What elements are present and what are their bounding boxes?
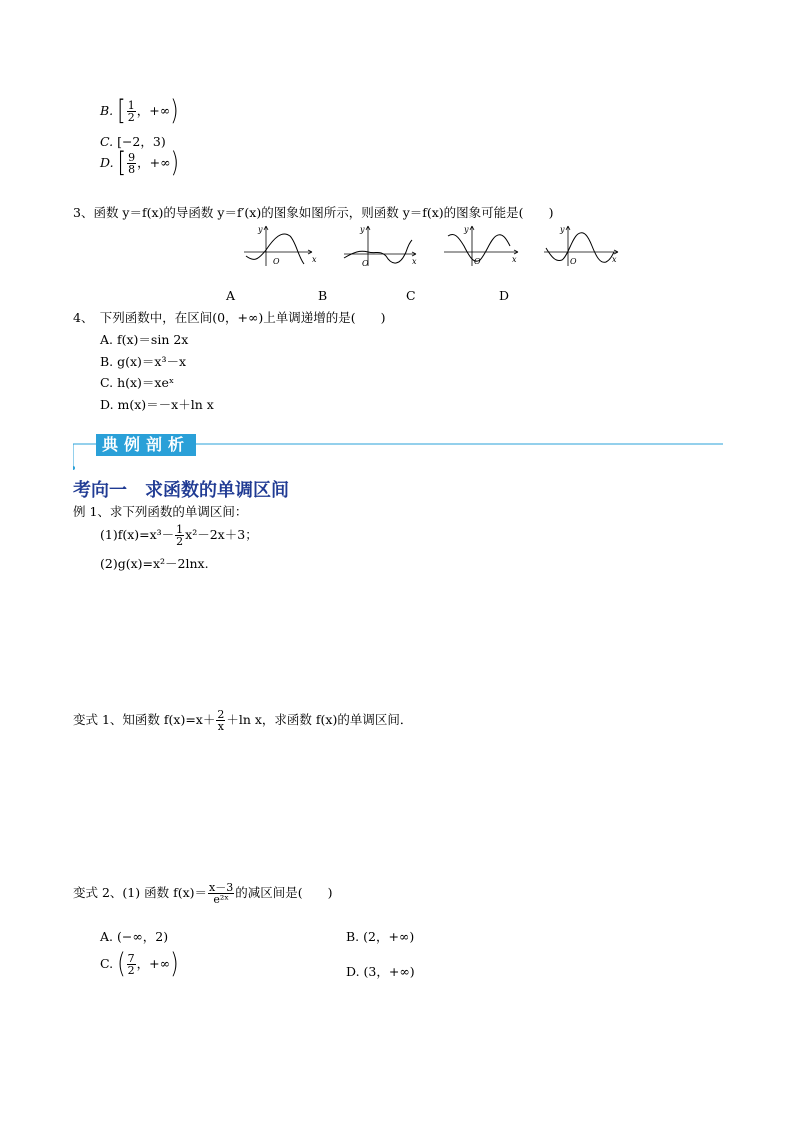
denominator: 2 <box>176 535 184 548</box>
fraction <box>127 100 136 123</box>
expr-pre: 变式 1、知函数 f(x)=x＋ <box>73 712 216 727</box>
denominator: 2 <box>127 964 135 977</box>
fraction <box>208 882 234 905</box>
numerator: x－3 <box>209 881 234 894</box>
origin-label: O <box>570 257 577 266</box>
graph-d <box>540 222 622 270</box>
graph-label-c: C <box>406 288 416 303</box>
q4-option-c: C. h(x)＝xeˣ <box>100 375 175 390</box>
option-d <box>100 147 180 179</box>
y-axis-label: y <box>360 225 365 234</box>
var2-option-b: B. (2，+∞) <box>346 929 415 944</box>
denominator: 2 <box>127 111 135 124</box>
option-c <box>100 132 166 150</box>
question-4-text: 4、 下列函数中，在区间(0，+∞)上单调递增的是( ) <box>73 310 386 325</box>
example-1-title: 例 1、求下列函数的单调区间： <box>73 504 248 519</box>
fraction <box>175 524 184 547</box>
var2-option-d: D. (3，+∞) <box>346 964 415 979</box>
section-title: 典例剖析 <box>96 434 196 456</box>
x-axis-label: x <box>312 255 317 264</box>
denominator: x <box>217 720 224 733</box>
denominator: e²ˣ <box>208 893 234 905</box>
option-tail: ，+∞ <box>136 103 171 118</box>
fraction <box>127 953 136 976</box>
numerator: 1 <box>176 523 184 536</box>
option-b <box>100 95 179 127</box>
var2-option-c <box>100 948 179 980</box>
y-axis-label: y <box>560 225 565 234</box>
expr-post: 的减区间是( ) <box>235 885 333 900</box>
graph-a <box>240 222 322 270</box>
expr-post: x²－2x＋3； <box>185 527 258 542</box>
variation-2 <box>73 882 332 905</box>
close-paren: ) <box>170 948 179 980</box>
fraction <box>127 152 136 175</box>
graph-label-d: D <box>499 288 510 303</box>
expr-pre: (1)f(x)=x³－ <box>100 527 175 542</box>
numerator: 2 <box>217 708 225 721</box>
option-label: C. <box>100 134 114 149</box>
open-bracket: [ <box>117 95 126 127</box>
heading-direction-1: 考向一 求函数的单调区间 <box>73 480 289 501</box>
q4-option-a: A. f(x)＝sin 2x <box>100 332 189 347</box>
option-tail: ，+∞ <box>137 155 171 170</box>
open-bracket: [ <box>117 147 127 179</box>
expr-pre: 变式 2、(1) 函数 f(x)＝ <box>73 885 208 900</box>
x-axis-label: x <box>512 255 517 264</box>
origin-label: O <box>362 259 369 268</box>
numerator: 9 <box>128 151 136 164</box>
origin-label: O <box>474 257 481 266</box>
expr-post: ＋ln x，求函数 f(x)的单调区间． <box>226 712 413 727</box>
example-1-part-1 <box>100 524 258 547</box>
question-3-text: 3、函数 y＝f(x)的导函数 y＝f′(x)的图象如图所示，则函数 y＝f(x)的图象可能是( ) <box>73 205 554 220</box>
x-axis-label: x <box>412 257 417 266</box>
graph-b <box>340 222 422 270</box>
x-axis-label: x <box>612 255 617 264</box>
q4-option-b: B. g(x)＝x³－x <box>100 354 187 369</box>
variation-1 <box>73 709 412 732</box>
option-text: [−2，3) <box>117 134 166 149</box>
var2-option-a: A. (−∞，2) <box>100 929 169 944</box>
option-label: C. <box>100 956 114 971</box>
graph-label-b: B <box>318 288 328 303</box>
numerator: 7 <box>127 952 135 965</box>
fraction <box>216 709 225 732</box>
numerator: 1 <box>127 99 135 112</box>
option-tail: ，+∞ <box>136 956 171 971</box>
y-axis-label: y <box>258 225 263 234</box>
option-label: B. <box>100 103 114 118</box>
open-paren: ( <box>117 948 126 980</box>
y-axis-label: y <box>464 225 469 234</box>
graph-c <box>440 222 522 270</box>
example-1-part-2: (2)g(x)=x²－2lnx. <box>100 556 209 571</box>
denominator: 8 <box>128 163 136 176</box>
graph-label-a: A <box>226 288 236 303</box>
q4-option-d: D. m(x)＝－x＋ln x <box>100 397 214 412</box>
close-paren: ) <box>170 95 179 127</box>
origin-label: O <box>273 257 280 266</box>
option-label: D. <box>100 155 114 170</box>
close-paren: ) <box>170 147 180 179</box>
